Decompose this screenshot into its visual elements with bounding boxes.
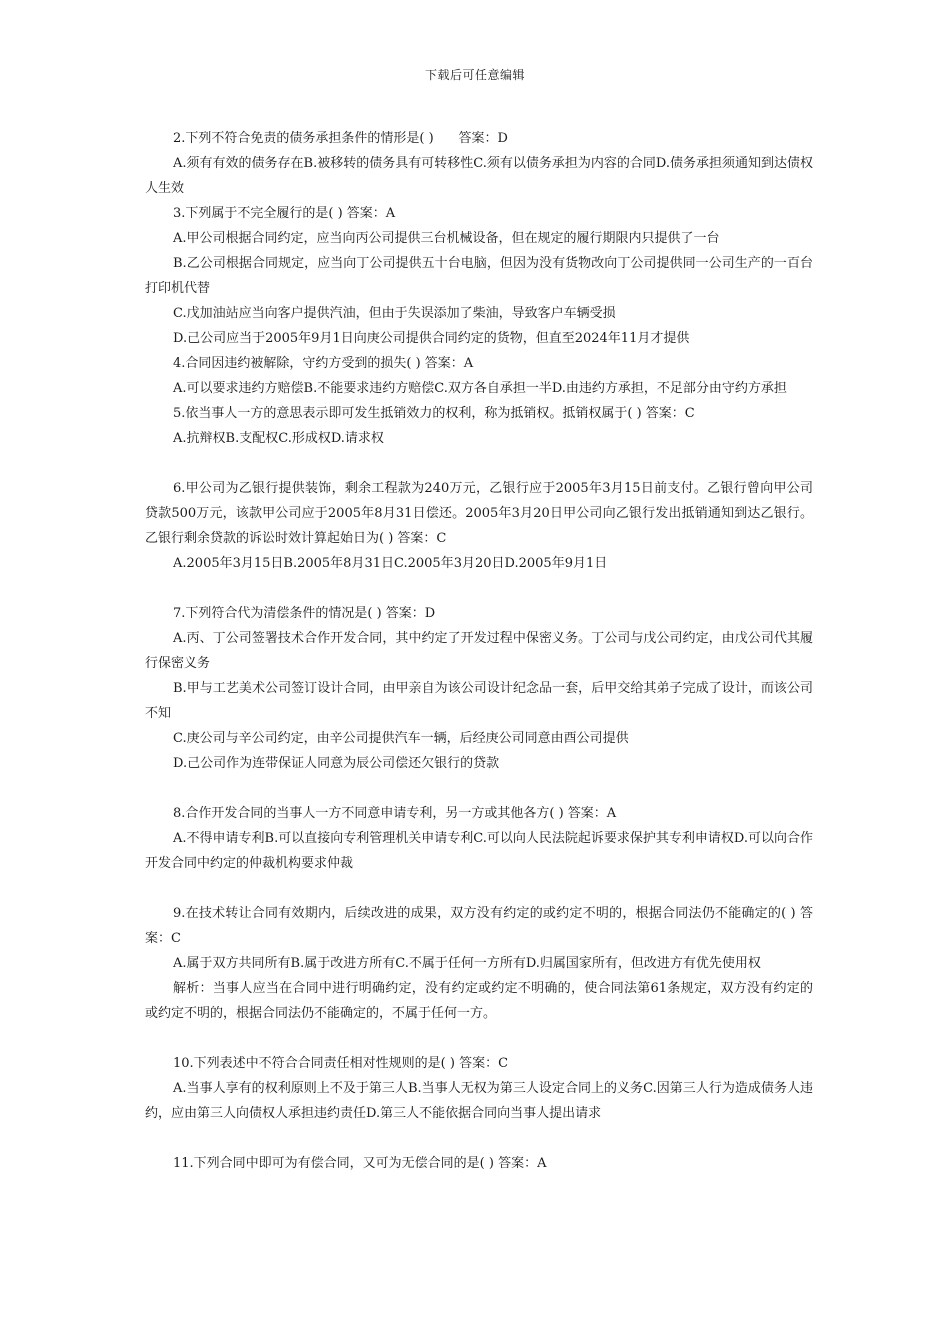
question-7-option-b: B.甲与工艺美术公司签订设计合同，由甲亲自为该公司设计纪念品一套，后甲交给其弟子完成了设计，而该公司不知 (145, 681, 813, 721)
question-5-options: A.抗辩权B.支配权C.形成权D.请求权 (173, 431, 384, 446)
question-3-option-b: B.乙公司根据合同规定，应当向丁公司提供五十台电脑，但因为没有货物改向丁公司提供同一公司生产的一百台打印机代替 (145, 256, 813, 296)
paragraph-spacer (145, 576, 813, 601)
question-7: 7.下列符合代为清偿条件的情况是( ) 答案：D (173, 606, 436, 621)
question-7-option-c: C.庚公司与辛公司约定，由辛公司提供汽车一辆，后经庚公司同意由酉公司提供 (173, 731, 629, 746)
question-10: 10.下列表述中不符合合同责任相对性规则的是( ) 答案：C (173, 1056, 509, 1071)
question-2-options: A.须有有效的债务存在B.被移转的债务具有可转移性C.须有以债务承担为内容的合同D.债务承担须通知到达债权人生效 (145, 156, 813, 196)
question-3-option-c: C.戊加油站应当向客户提供汽油，但由于失误添加了柴油，导致客户车辆受损 (173, 306, 616, 321)
document-body (145, 126, 813, 1176)
paragraph-spacer (145, 1026, 813, 1051)
question-4-options: A.可以要求违约方赔偿B.不能要求违约方赔偿C.双方各自承担一半D.由违约方承担，不足部分由守约方承担 (173, 381, 787, 396)
question-11: 11.下列合同中即可为有偿合同，又可为无偿合同的是( ) 答案：A (173, 1156, 547, 1171)
paragraph-spacer (145, 876, 813, 901)
question-10-options: A.当事人享有的权利原则上不及于第三人B.当事人无权为第三人设定合同上的义务C.因第三人行为造成债务人违约，应由第三人向债权人承担违约责任D.第三人不能依据合同向当事人提出请求 (145, 1081, 813, 1121)
question-6-options: A.2005年3月15日B.2005年8月31日C.2005年3月20日D.2005年9月1日 (173, 556, 608, 571)
question-8: 8.合作开发合同的当事人一方不同意申请专利，另一方或其他各方( ) 答案：A (173, 806, 617, 821)
paragraph-spacer (145, 1126, 813, 1151)
question-4: 4.合同因违约被解除，守约方受到的损失( ) 答案：A (173, 356, 474, 371)
question-5: 5.依当事人一方的意思表示即可发生抵销效力的权利，称为抵销权。抵销权属于( ) 答案：C (173, 406, 695, 421)
question-3-option-a: A.甲公司根据合同约定，应当向丙公司提供三台机械设备，但在规定的履行期限内只提供了一台 (173, 231, 720, 246)
paragraph-spacer (145, 451, 813, 476)
question-7-option-a: A.丙、丁公司签署技术合作开发合同，其中约定了开发过程中保密义务。丁公司与戊公司约定，由戊公司代其履行保密义务 (145, 631, 813, 671)
question-9-analysis: 解析：当事人应当在合同中进行明确约定，没有约定或约定不明确的，使合同法第61条规定，双方没有约定的或约定不明的，根据合同法仍不能确定的，不属于任何一方。 (145, 981, 813, 1021)
question-6: 6.甲公司为乙银行提供装饰，剩余工程款为240万元，乙银行应于2005年3月15日前支付。乙银行曾向甲公司贷款500万元，该款甲公司应于2005年8月31日偿还。2005年3月20日甲公司向乙银行发出抵销通知到达乙银行。乙银行剩余贷款的诉讼时效计算起始日为( ) 答案：C (145, 481, 813, 546)
question-7-option-d: D.己公司作为连带保证人同意为辰公司偿还欠银行的贷款 (173, 756, 500, 771)
question-9: 9.在技术转让合同有效期内，后续改进的成果，双方没有约定的或约定不明的，根据合同法仍不能确定的( ) 答案：C (145, 906, 813, 946)
question-9-options: A.属于双方共同所有B.属于改进方所有C.不属于任何一方所有D.归属国家所有，但改进方有优先使用权 (173, 956, 761, 971)
page-header: 下载后可任意编辑 (424, 68, 525, 82)
paragraph-spacer (145, 776, 813, 801)
question-8-options: A.不得申请专利B.可以直接向专利管理机关申请专利C.可以向人民法院起诉要求保护其专利申请权D.可以向合作开发合同中约定的仲裁机构要求仲裁 (145, 831, 813, 871)
question-2: 2.下列不符合免责的债务承担条件的情形是( ) 答案：D (173, 131, 508, 146)
question-3-option-d: D.己公司应当于2005年9月1日向庚公司提供合同约定的货物，但直至2024年11月才提供 (173, 331, 690, 346)
question-3: 3.下列属于不完全履行的是( ) 答案：A (173, 206, 396, 221)
